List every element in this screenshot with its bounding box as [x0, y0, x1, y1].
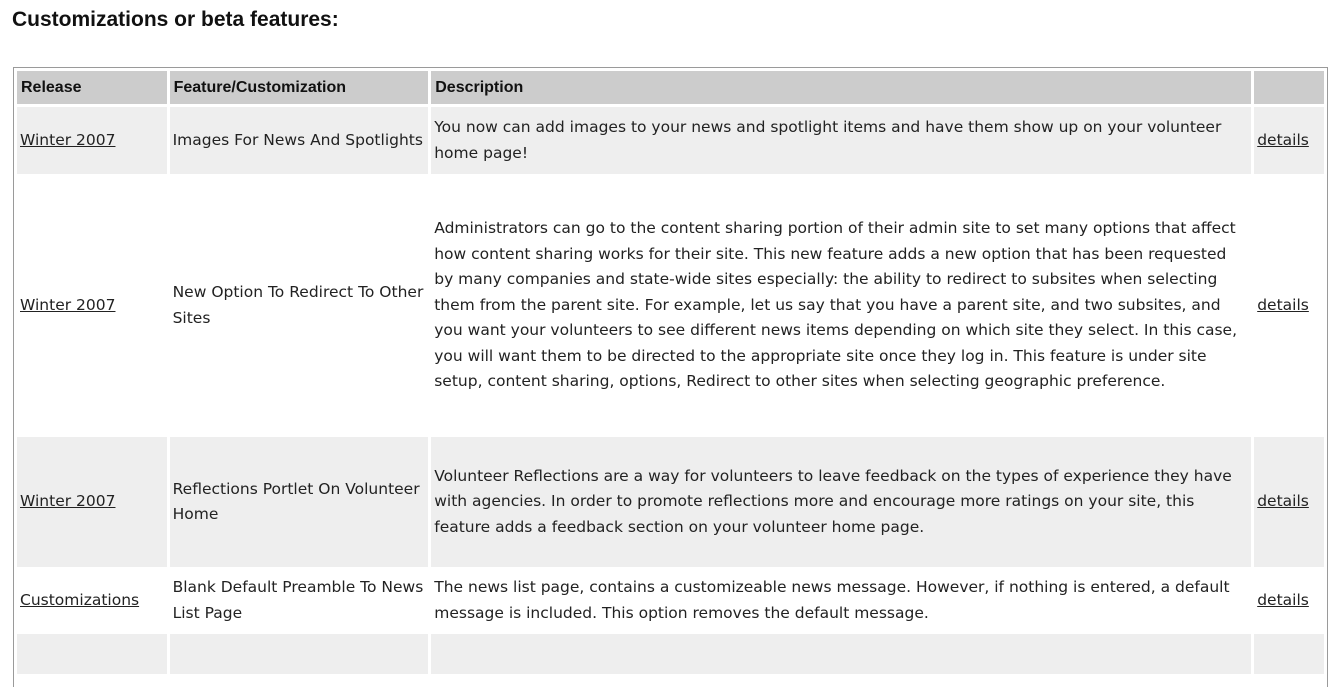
details-cell [1254, 437, 1324, 567]
header-description: Description [431, 71, 1251, 104]
details-link[interactable]: details [1257, 130, 1309, 149]
details-link[interactable]: details [1257, 492, 1309, 511]
table-row [17, 634, 1324, 674]
feature-cell: Reflections Portlet On Volunteer Home [170, 437, 429, 567]
table-row [17, 177, 1324, 434]
details-cell [1254, 107, 1324, 174]
description-cell: The news list page, contains a customizeable news message. However, if nothing is entered, a default message is included. This option removes the default message. [434, 578, 1230, 622]
details-cell [1254, 634, 1324, 674]
header-details [1254, 71, 1324, 104]
description-cell: Administrators can go to the content sharing portion of their admin site to set many options that affect how content sharing works for their site. This new feature adds a new option that has been requested by many companies and state-wide sites especially: the ability to redirect to subsites when selecting them from the parent site. For example, let us say that you have a parent site, and two subsites, and you want your volunteers to see different news items depending on which site they select. In this case, you will want them to be directed to the appropriate site once they log in. This feature is under site setup, content sharing, options, Redirect to other sites when selecting geographic preference. [434, 219, 1238, 391]
header-feature: Feature/Customization [170, 71, 429, 104]
feature-cell: New Option To Redirect To Other Sites [172, 283, 424, 327]
features-table-frame [13, 67, 1328, 687]
details-link[interactable]: details [1257, 590, 1309, 609]
feature-cell: Blank Default Preamble To News List Page [172, 578, 424, 622]
release-link[interactable]: Winter 2007 [20, 492, 116, 511]
release-cell [17, 437, 167, 567]
release-cell [17, 177, 167, 434]
release-cell [17, 570, 167, 631]
details-cell [1254, 570, 1324, 631]
feature-cell [170, 634, 429, 674]
table-header-row [17, 71, 1324, 104]
description-cell [431, 634, 1251, 674]
features-table [14, 68, 1327, 677]
release-link[interactable]: Customizations [20, 590, 140, 609]
release-link[interactable]: Winter 2007 [20, 130, 116, 149]
page-heading: Customizations or beta features: [12, 8, 339, 31]
header-release: Release [17, 71, 167, 104]
release-link[interactable]: Winter 2007 [20, 295, 116, 314]
details-link[interactable]: details [1257, 295, 1309, 314]
description-cell: Volunteer Reflections are a way for volunteers to leave feedback on the types of experience they have with agencies. In order to promote reflections more and encourage more ratings on your site, this feature adds a feedback section on your volunteer home page. [431, 437, 1251, 567]
details-cell [1254, 177, 1324, 434]
feature-cell: Images For News And Spotlights [170, 107, 429, 174]
table-row [17, 107, 1324, 174]
description-cell: You now can add images to your news and spotlight items and have them show up on your volunteer home page! [431, 107, 1251, 174]
table-row [17, 437, 1324, 567]
release-cell [17, 634, 167, 674]
release-cell [17, 107, 167, 174]
table-row [17, 570, 1324, 631]
